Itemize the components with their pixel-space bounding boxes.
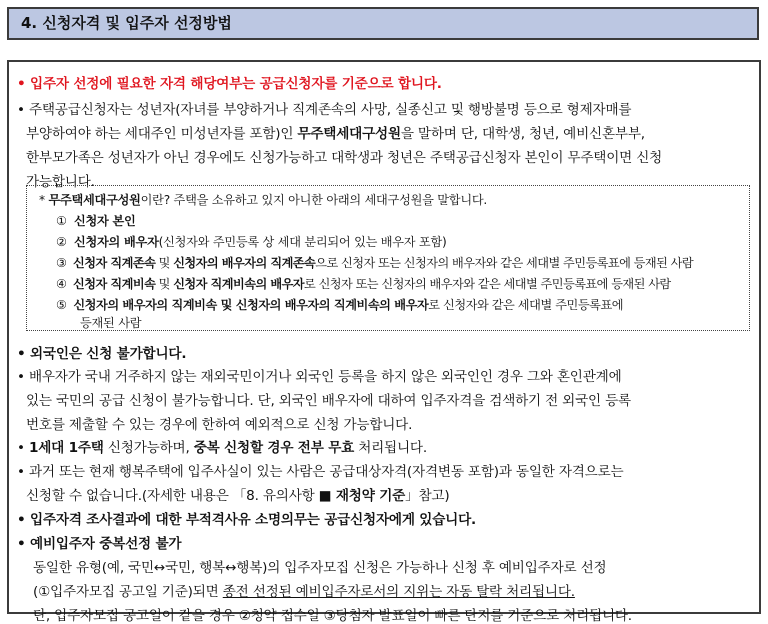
note-intro-text: 이란? 주택을 소유하고 있지 아니한 아래의 세대구성원을 말합니다. <box>140 193 487 207</box>
item-number: ⑤ <box>56 298 67 312</box>
item-bold: 신청자 본인 <box>73 214 136 228</box>
rule-reserve-title: • 예비입주자 중복선정 불가 <box>17 536 182 552</box>
note-item-1 <box>56 212 136 229</box>
rule-spouse-l1: • 배우자가 국내 거주하지 않는 재외국민이거나 외국인 등록을 하지 않은 외국인인 경우 그와 혼인관계에 <box>17 369 622 385</box>
item-number: ③ <box>56 256 67 270</box>
text-segment: 처리됩니다. <box>354 440 427 456</box>
note-item-5 <box>56 296 623 313</box>
item-text: 로 신청자 또는 신청자의 배우자와 같은 세대별 주민등록표에 등재된 사람 <box>304 277 671 291</box>
item-bold: 신청자 직계존속 <box>73 256 156 270</box>
emphasis-text: 중복 신청할 경우 전부 무효 <box>193 440 355 456</box>
item-text: 및 <box>155 256 174 270</box>
emphasis-text: 1세대 1주택 <box>28 440 104 456</box>
text-segment: 」참고) <box>405 488 450 504</box>
item-number: ① <box>56 214 67 228</box>
rule-applicant-basis: • 입주자 선정에 필요한 자격 해당여부는 공급신청자를 기준으로 합니다. <box>17 76 442 92</box>
text-segment: 신청가능하며, <box>103 440 194 456</box>
rule-reserve-l3: 단, 입주자모집 공고일이 같을 경우 ②청약 접수일 ③당첨자 발표일이 빠른 단지를 기준으로 처리됩니다. <box>33 608 632 624</box>
item-text: (신청자와 주민등록 상 세대 분리되어 있는 배우자 포함) <box>158 235 447 249</box>
section-header <box>7 7 759 40</box>
note-item-3 <box>56 254 693 271</box>
note-item-2 <box>56 233 446 250</box>
note-intro <box>39 191 487 208</box>
text-segment: 부양하여야 하는 세대주인 미성년자를 포함)인 <box>26 126 298 142</box>
note-term: 무주택세대구성원 <box>48 193 141 207</box>
rule-applicant-definition-l2 <box>26 122 645 142</box>
note-item-5-cont: 등재된 사람 <box>80 316 142 330</box>
rule-reserve-l2 <box>33 580 575 600</box>
item-bold: 신청자 직계비속 <box>73 277 156 291</box>
item-number: ④ <box>56 277 67 291</box>
definition-note-box <box>26 185 750 331</box>
emphasis-text: ■ 재청약 기준 <box>318 488 406 504</box>
text-segment: 을 말하며 단, 대학생, 청년, 예비신혼부부, <box>400 126 645 142</box>
rule-applicant-definition-l4: 가능합니다. <box>26 174 95 190</box>
item-bold: 신청자의 배우자 <box>73 235 159 249</box>
item-text: 으로 신청자 또는 신청자의 배우자와 같은 세대별 주민등록표에 등재된 사람 <box>315 256 694 270</box>
rule-applicant-definition-l3: 한부모가족은 성년자가 아닌 경우에도 신청가능하고 대학생과 청년은 주택공급신청자 본인이 무주택이면 신청 <box>26 150 663 166</box>
rule-spouse-l3: 번호를 제출할 수 있는 경우에 한하여 예외적으로 신청 가능합니다. <box>26 417 413 433</box>
bullet: • <box>17 440 29 456</box>
item-bold: 신청자 직계비속의 배우자 <box>173 277 305 291</box>
item-number: ② <box>56 235 67 249</box>
item-text: 및 <box>155 277 174 291</box>
note-star: * <box>39 193 49 207</box>
text-segment: (①입주자모집 공고일 기준)되면 <box>33 584 223 600</box>
item-bold: 신청자의 배우자의 직계존속 <box>173 256 316 270</box>
rule-spouse-l2: 있는 국민의 공급 신청이 불가능합니다. 단, 외국인 배우자에 대하여 입주자격을 검색하기 전 외국인 등록 <box>26 393 631 409</box>
underlined-text: 종전 선정된 예비입주자로서의 지위는 자동 탈락 처리됩니다. <box>222 584 575 600</box>
emphasis-text: 무주택세대구성원 <box>297 126 401 142</box>
rule-foreigner: • 외국인은 신청 불가합니다. <box>17 346 187 362</box>
rule-past-resident-l1: • 과거 또는 현재 행복주택에 입주사실이 있는 사람은 공급대상자격(자격변동 포함)과 동일한 자격으로는 <box>17 464 624 480</box>
item-bold: 신청자의 배우자의 직계비속 및 신청자의 배우자의 직계비속의 배우자 <box>73 298 429 312</box>
content-box <box>7 60 761 624</box>
item-text: 로 신청자와 같은 세대별 주민등록표에 <box>428 298 624 312</box>
rule-ineligibility-proof: • 입주자격 조사결과에 대한 부적격사유 소명의무는 공급신청자에게 있습니다. <box>17 512 476 528</box>
rule-reserve-l1: 동일한 유형(예, 국민↔국민, 행복↔행복)의 입주자모집 신청은 가능하나 신청 후 예비입주자로 선정 <box>33 560 607 576</box>
rule-applicant-definition-l1: • 주택공급신청자는 성년자(자녀를 부양하거나 직계존속의 사망, 실종신고 및 행방불명 등으로 형제자매를 <box>17 102 632 118</box>
text-segment: 신청할 수 없습니다.(자세한 내용은 「8. 유의사항 <box>26 488 319 504</box>
rule-past-resident-l2 <box>26 484 449 504</box>
rule-one-house <box>17 436 427 456</box>
note-item-4 <box>56 275 671 292</box>
section-title: 4. 신청자격 및 입주자 선정방법 <box>21 14 232 32</box>
